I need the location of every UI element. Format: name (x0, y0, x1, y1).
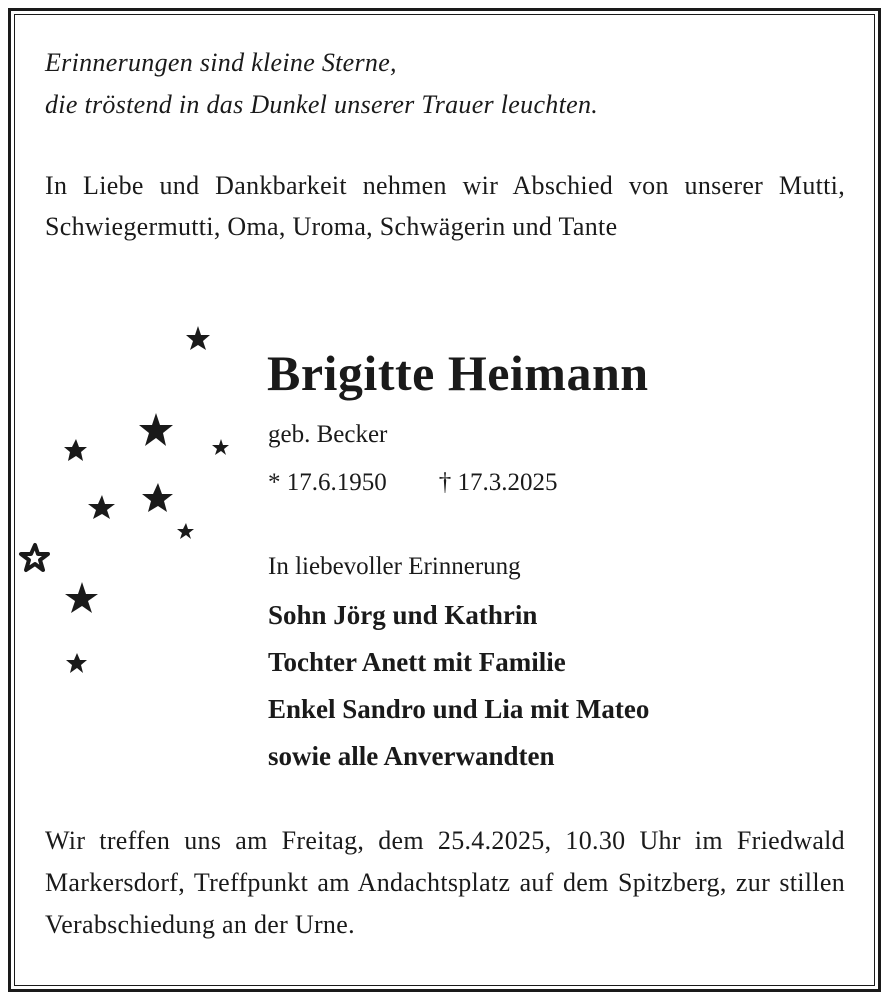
mourner-line: Sohn Jörg und Kathrin (268, 600, 538, 630)
star-icon (66, 653, 87, 673)
star-icon (139, 413, 173, 446)
star-icon (212, 439, 229, 455)
star-icon (88, 495, 115, 519)
star-icon (142, 483, 173, 512)
memory-line: In liebevoller Erinnerung (268, 553, 521, 580)
star-icon (65, 582, 98, 613)
death-date: † 17.3.2025 (438, 469, 558, 496)
mourner-line: Tochter Anett mit Familie (268, 647, 566, 677)
mourner-line: sowie alle Anverwandten (268, 741, 555, 771)
life-dates (268, 466, 558, 500)
star-icon (177, 523, 194, 539)
intro-text: In Liebe und Dankbarkeit nehmen wir Abschied von unserer Mutti, Schwiegermutti, Oma, Uroma, Schwägerin und Tante (45, 171, 845, 241)
birth-date: * 17.6.1950 (268, 469, 387, 496)
meeting-info: Wir treffen uns am Freitag, dem 25.4.2025, 10.30 Uhr im Friedwald Markersdorf, Treffpunkt am Andachtsplatz auf dem Spitzberg, zur stillen Verabschiedung an der Urne. (45, 826, 845, 939)
deceased-name: Brigitte Heimann (267, 345, 649, 401)
mourner-line: Enkel Sandro und Lia mit Mateo (268, 694, 650, 724)
quote-line-2: die tröstend in das Dunkel unserer Trauer leuchten. (45, 90, 599, 119)
birth-name: geb. Becker (268, 421, 388, 448)
mourners-list (268, 592, 649, 780)
outlined-star-icon (21, 545, 48, 570)
star-icon (186, 326, 210, 350)
quote-line-1: Erinnerungen sind kleine Sterne, (45, 48, 397, 77)
star-icon (64, 439, 87, 461)
